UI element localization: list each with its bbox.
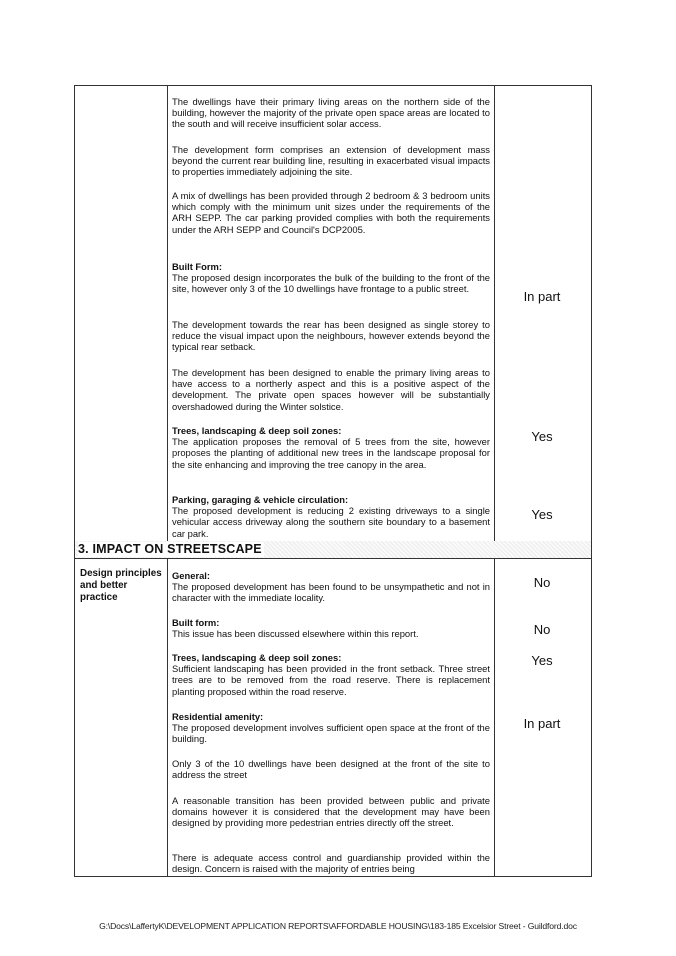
body-paragraph: The development form comprises an extension of development mass beyond the current rear building line, resulting in exacerbated visual impacts to properties immediately adjoining the site.: [172, 144, 490, 178]
assessment-value: No: [533, 575, 551, 590]
criteria-label: Design principles and better practice: [80, 568, 162, 603]
body-paragraph: There is adequate access control and guardianship provided within the design. Concern is raised with the majority of entries being: [172, 852, 490, 875]
row-divider: [75, 558, 591, 559]
file-path-footer: G:\Docs\LaffertyK\DEVELOPMENT APPLICATION REPORTS\AFFORDABLE HOUSING\183-185 Excelsior Street - Guildford.doc: [99, 921, 577, 931]
body-paragraph: Built Form: The proposed design incorporates the bulk of the building to the front of the site, however only 3 of the 10 dwellings have frontage to a public street.: [172, 261, 490, 295]
body-paragraph: General: The proposed development has been found to be unsympathetic and not in character with the immediate locality.: [172, 570, 490, 604]
body-paragraph: Trees, landscaping & deep soil zones: Sufficient landscaping has been provided in the front setback. Three street trees are to be removed from the road reserve. There is replacement planting proposed within the road reserve.: [172, 652, 490, 697]
column-divider: [494, 86, 495, 876]
body-paragraph: The dwellings have their primary living areas on the northern side of the building, however the majority of the private open space areas are located to the south and will receive insufficient solar access.: [172, 96, 490, 130]
body-paragraph: Trees, landscaping & deep soil zones: The application proposes the removal of 5 trees from the site, however proposes the planting of additional new trees in the landscape proposal for the site enhancing and improving the tree canopy in the area.: [172, 425, 490, 470]
body-paragraph: Parking, garaging & vehicle circulation: The proposed development is reducing 2 existing driveways to a single vehicular access driveway along the southern site boundary to a basement car park.: [172, 494, 490, 539]
body-paragraph: A reasonable transition has been provided between public and private domains however it is considered that the development may have been designed by providing more pedestrian entries directly off the street.: [172, 795, 490, 829]
body-paragraph: The development has been designed to enable the primary living areas to have access to a northerly aspect and this is a positive aspect of the development. The private open spaces however will be substantially overshadowed during the Winter solstice.: [172, 367, 490, 412]
body-paragraph: Residential amenity: The proposed development involves sufficient open space at the front of the building.: [172, 711, 490, 745]
assessment-value: Yes: [531, 507, 553, 522]
assessment-value: Yes: [531, 653, 553, 668]
assessment-value: Yes: [531, 429, 553, 444]
section-title: 3. IMPACT ON STREETSCAPE: [78, 542, 262, 556]
assessment-value: In part: [523, 289, 561, 304]
column-divider: [167, 86, 168, 876]
assessment-value: No: [533, 622, 551, 637]
assessment-value: In part: [523, 716, 561, 731]
body-paragraph: Built form: This issue has been discussed elsewhere within this report.: [172, 617, 419, 640]
body-paragraph: A mix of dwellings has been provided through 2 bedroom & 3 bedroom units which comply with the minimum unit sizes under the requirements of the ARH SEPP. The car parking provided complies with both the requirements under the ARH SEPP and Council's DCP2005.: [172, 190, 490, 235]
body-paragraph: The development towards the rear has been designed as single storey to reduce the visual impact upon the neighbours, however extends beyond the typical rear setback.: [172, 319, 490, 353]
body-paragraph: Only 3 of the 10 dwellings have been designed at the front of the site to address the street: [172, 758, 490, 781]
